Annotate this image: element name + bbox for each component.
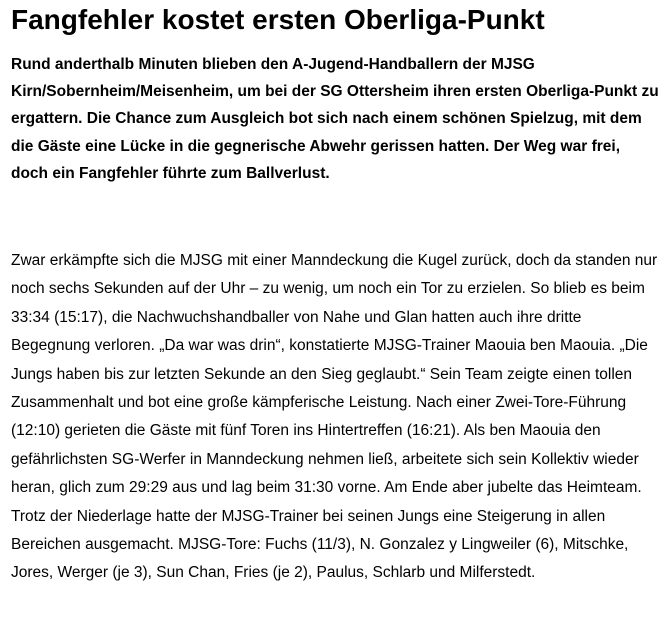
article-headline: Fangfehler kostet ersten Oberliga-Punkt (11, 4, 545, 35)
article-body: Zwar erkämpfte sich die MJSG mit einer Manndeckung die Kugel zurück, doch da standen nur noch sechs Sekunden auf der Uhr – zu wenig, um noch ein Tor zu erzielen. So blieb es beim 33:34 (15:17), die Nachwuchshandballer von Nahe und Glan hatten auch ihre dritte Begegnung verloren. „Da war was drin“, konstatierte MJSG-Trainer Maouia ben Maouia. „Die Jungs haben bis zur letzten Sekunde an den Sieg geglaubt.“ Sein Team zeigte einen tollen Zusammenhalt und bot eine große kämpferische Leistung. Nach einer Zwei-Tore-Führung (12:10) gerieten die Gäste mit fünf Toren ins Hintertreffen (16:21). Als ben Maouia den gefährlichsten SG-Werfer in Manndeckung nehmen ließ, arbeitete sich sein Kollektiv wieder heran, glich zum 29:29 aus und lag beim 31:30 vorne. Am Ende aber jubelte das Heimteam. Trotz der Niederlage hatte der MJSG-Trainer bei seinen Jungs eine Steigerung in allen Bereichen ausgemacht. MJSG-Tore: Fuchs (11/3), N. Gonzalez y Lingweiler (6), Mitschke, Jores, Werger (je 3), Sun Chan, Fries (je 2), Paulus, Schlarb und Milferstedt. (11, 252, 658, 582)
article (11, 0, 659, 588)
article-lead: Rund anderthalb Minuten blieben den A-Jugend-Handballern der MJSG Kirn/Sobernheim/Meisenheim, um bei der SG Ottersheim ihren ersten Oberliga-Punkt zu ergattern. Die Chance zum Ausgleich bot sich nach einem schönen Spielzug, mit dem die Gäste eine Lücke in die gegnerische Abwehr gerissen hatten. Der Weg war frei, doch ein Fangfehler führte zum Ballverlust. (11, 56, 659, 182)
